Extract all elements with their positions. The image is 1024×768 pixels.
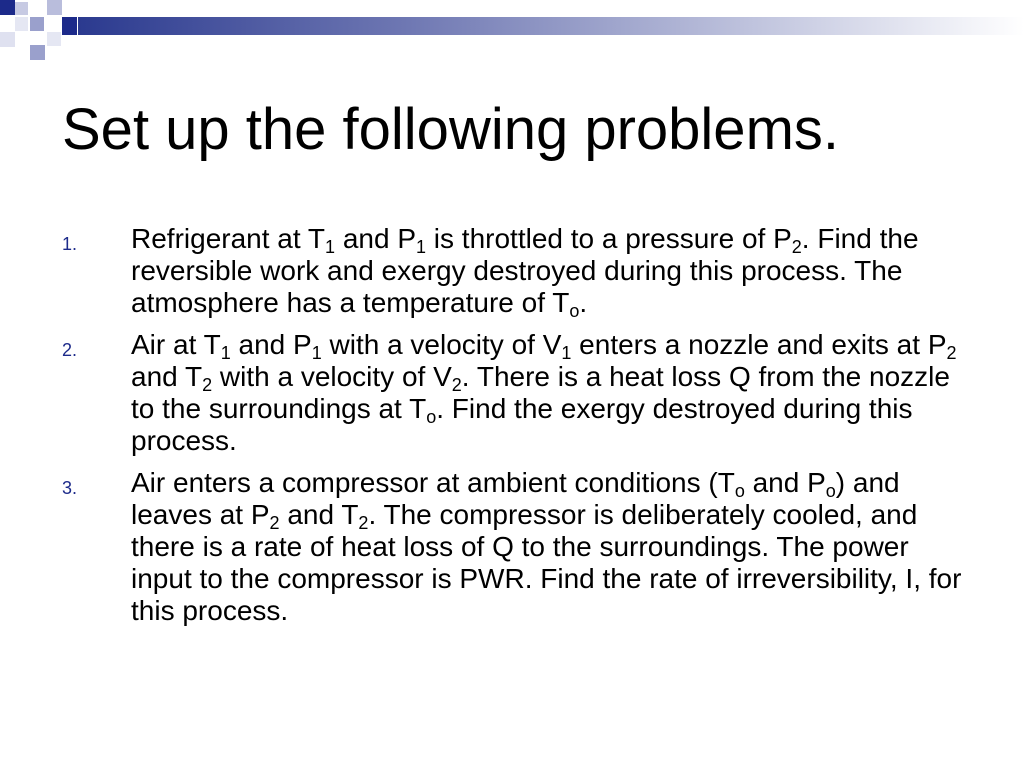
text-run: . Find the exergy destroyed during this process. [131,393,913,456]
text-run: Air at T [131,329,221,360]
problem-text [131,223,919,321]
problem-text [131,329,957,456]
subscript: 1 [220,343,231,363]
list-number: 3. [62,478,78,498]
subscript: 1 [311,343,322,363]
deco-square [15,2,28,15]
subscript: 2 [946,343,957,363]
list-item [62,467,962,627]
problem-text [131,467,961,626]
subscript: o [426,407,437,427]
list-number: 1. [62,234,78,254]
subscript: 1 [561,343,572,363]
text-run: and P [335,223,416,254]
problem-list [62,223,962,637]
subscript: 2 [451,375,462,395]
subscript: 2 [791,237,802,257]
subscript: o [569,301,580,321]
text-run: and T [279,499,359,530]
subscript: 1 [416,237,427,257]
text-run: and P [230,329,312,360]
deco-square [47,32,61,46]
subscript: o [734,481,745,501]
decorative-header-pattern [0,0,1024,60]
list-item [62,329,962,457]
text-run: and P [744,467,826,498]
text-run: Air enters a compressor at ambient conditions (T [131,467,735,498]
text-run: and T [131,361,203,392]
subscript: 2 [269,513,280,533]
text-run: Refrigerant at T [131,223,326,254]
text-run: is throttled to a pressure of P [426,223,792,254]
header-gradient-bar [78,17,1024,35]
deco-square [0,0,15,15]
list-item [62,223,962,319]
text-run: . There is a heat loss Q from the nozzle to the surroundings at T [131,361,950,424]
subscript: 2 [358,513,369,533]
deco-square [0,32,15,47]
slide-title: Set up the following problems. [62,97,839,162]
deco-square [15,17,28,31]
text-run: . [579,287,588,318]
deco-square [62,17,77,35]
text-run: ) and leaves at P [131,467,900,530]
deco-square [30,45,45,60]
text-run: with a velocity of V [321,329,562,360]
deco-square [47,0,62,15]
text-run: . Find the reversible work and exergy destroyed during this process. The atmosphere has a temperature of T [131,223,919,318]
subscript: 2 [202,375,213,395]
text-run: . The compressor is deliberately cooled, and there is a rate of heat loss of Q to the surroundings. The power input to the compressor is PWR. Find the rate of irreversibility, I, for this process. [131,499,962,626]
deco-square [30,17,44,31]
text-run: enters a nozzle and exits at P [571,329,947,360]
subscript: 1 [325,237,336,257]
text-run: with a velocity of V [212,361,452,392]
subscript: o [825,481,836,501]
list-number: 2. [62,340,78,360]
